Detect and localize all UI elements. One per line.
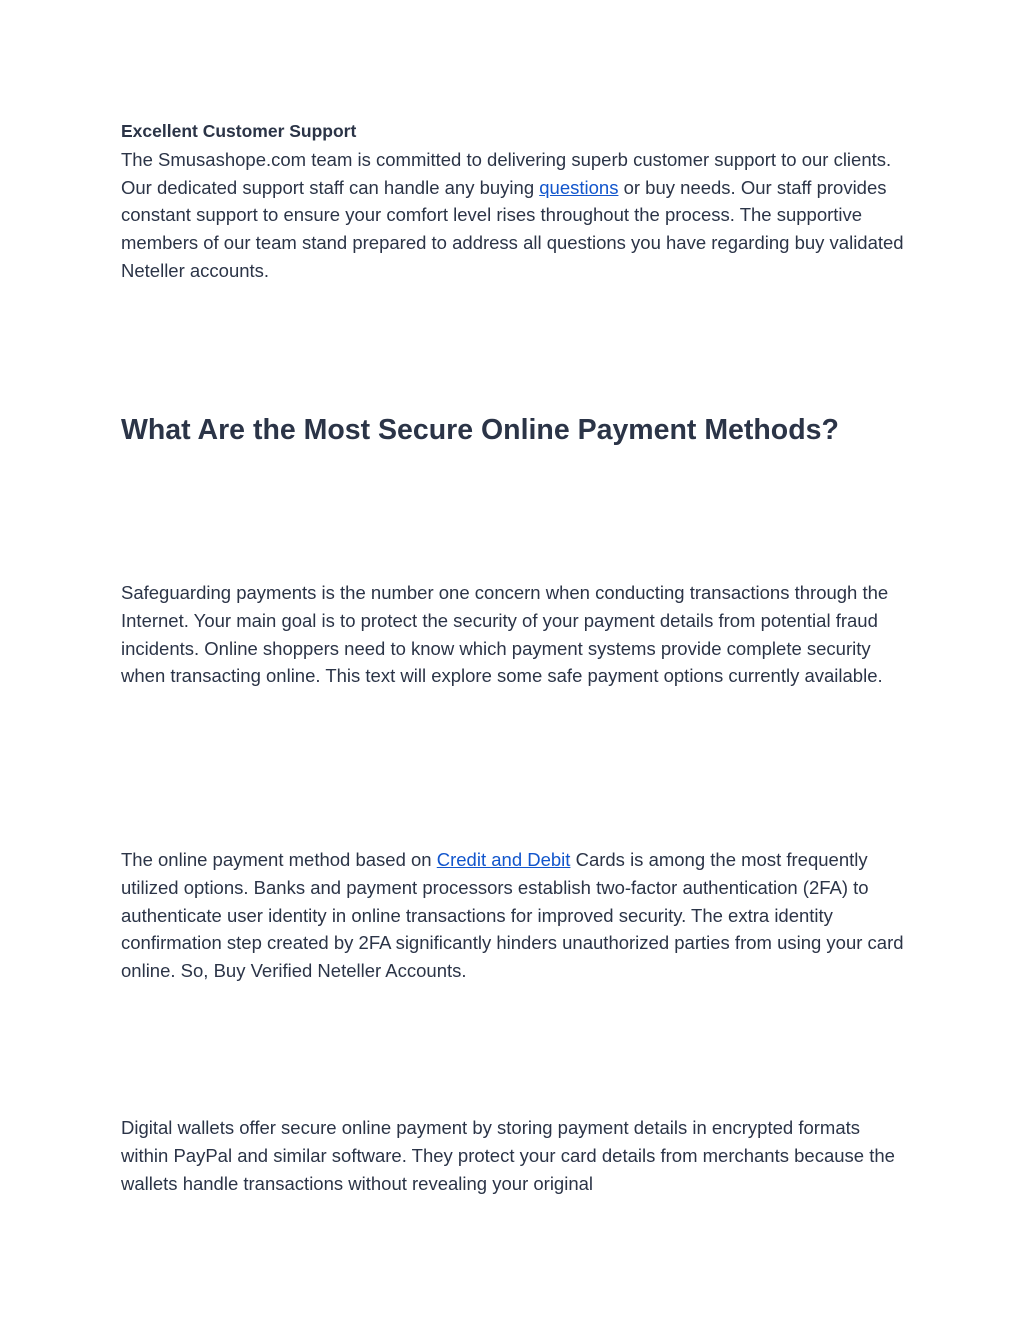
wallets-section [121, 1114, 911, 1197]
payment-intro-paragraph: Safeguarding payments is the number one concern when conducting transactions through the Internet. Your main goal is to protect the security of your payment details from potential fraud incidents. Online shoppers need to know which payment systems provide complete security when transacting online. This text will explore some safe payment options currently available. [121, 582, 889, 687]
payment-intro-section [121, 579, 911, 690]
cards-section [121, 846, 911, 985]
support-heading: Excellent Customer Support [121, 121, 357, 141]
support-text-end: or buy needs. Our staff provides constant support to ensure your comfort level rises throughout the process. The supportive members of our team stand prepared to address all questions you have regarding buy validated Neteller accounts. [121, 176, 904, 281]
cards-paragraph [121, 846, 911, 985]
support-paragraph [121, 146, 911, 285]
support-section [121, 118, 911, 285]
cards-text-end: Cards is among the most frequently utilized options. Banks and payment processors establish two-factor authentication (2FA) to authenticate user identity in online transactions for improved security. The extra identity confirmation step created by 2FA significantly hinders unauthorized parties from using your card online. So, Buy Verified Neteller Accounts. [121, 849, 904, 982]
credit-debit-link[interactable]: Credit and Debit [436, 849, 571, 870]
support-text-start: The Smusashope.com team is committed to delivering superb customer support to our clients. Our dedicated support staff can handle any buying [121, 148, 892, 198]
cards-text-start: The online payment method based on [121, 849, 437, 870]
wallets-paragraph: Digital wallets offer secure online payment by storing payment details in encrypted formats within PayPal and similar software. They protect your card details from merchants because the wallets handle transactions without revealing your original [121, 1117, 895, 1194]
questions-link[interactable]: questions [539, 176, 619, 198]
payment-methods-heading: What Are the Most Secure Online Payment Methods? [121, 414, 839, 446]
